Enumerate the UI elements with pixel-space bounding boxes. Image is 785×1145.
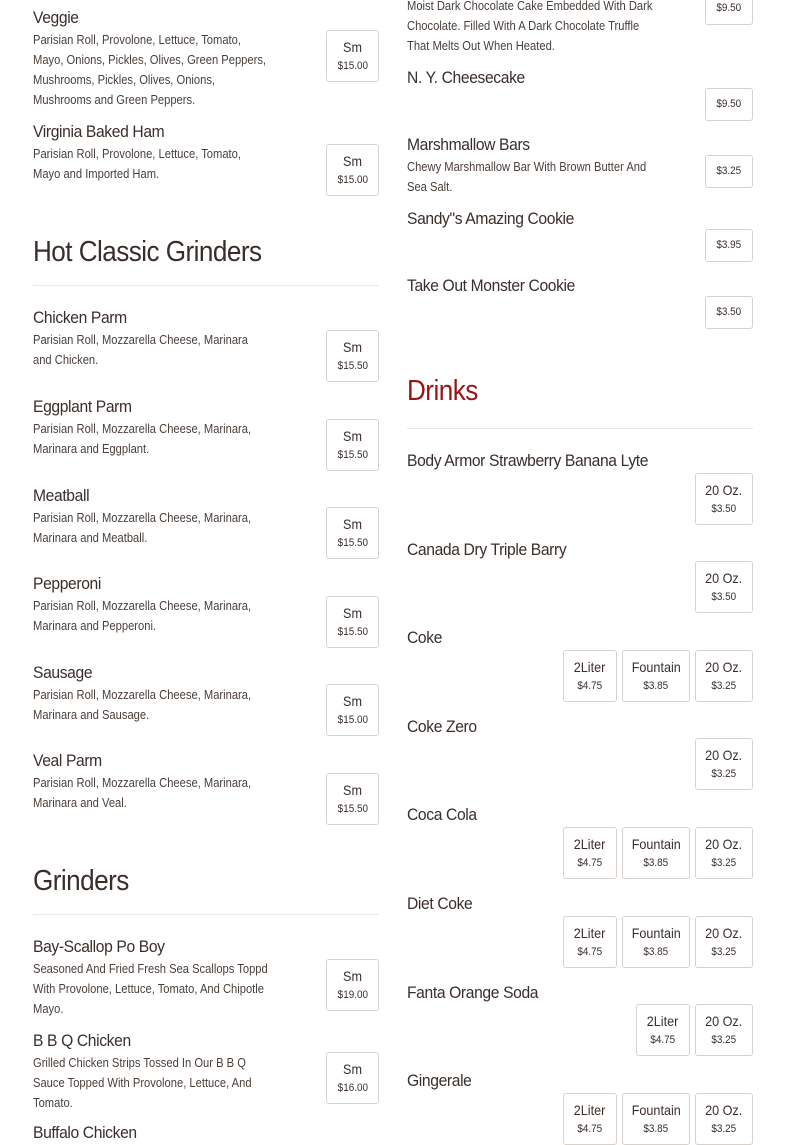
size-label: 20 Oz.	[705, 835, 743, 852]
price-label: $3.25	[711, 856, 737, 869]
price-label: $9.50	[716, 98, 742, 110]
price-options	[326, 773, 379, 825]
size-label: Sm	[343, 1060, 362, 1077]
price-option-20oz[interactable]	[695, 1093, 753, 1145]
item-name: B B Q Chicken	[33, 1031, 131, 1050]
price-label: $3.85	[643, 856, 669, 869]
price-option-sm[interactable]	[326, 773, 379, 825]
price-options	[705, 296, 753, 329]
price-option-2liter[interactable]	[563, 827, 617, 879]
price-options	[695, 473, 753, 525]
item-name: Coca Cola	[407, 805, 477, 824]
price-label: $4.75	[577, 856, 603, 869]
price-options	[563, 827, 753, 879]
price-label: $3.50	[711, 590, 737, 603]
item-description: Parisian Roll, Mozzarella Cheese, Marinara, Marinara and Meatball.	[33, 510, 252, 545]
price-option-20oz[interactable]	[695, 916, 753, 968]
price-label: $15.00	[337, 713, 368, 726]
section-divider	[33, 285, 379, 286]
size-label: Sm	[343, 515, 362, 532]
price-options	[563, 916, 753, 968]
item-description: Parisian Roll, Mozzarella Cheese, Marinara and Chicken.	[33, 332, 248, 367]
size-label: Sm	[343, 692, 362, 709]
price-option[interactable]	[705, 0, 753, 25]
size-label: 20 Oz.	[705, 1012, 743, 1029]
price-options	[695, 561, 753, 613]
price-option-sm[interactable]	[326, 596, 379, 648]
size-label: 2Liter	[574, 835, 606, 852]
item-name: Canada Dry Triple Barry	[407, 540, 567, 559]
price-label: $4.75	[577, 1122, 603, 1135]
price-label: $15.00	[337, 173, 368, 186]
item-name: Pepperoni	[33, 574, 101, 593]
price-options	[705, 88, 753, 121]
size-label: 20 Oz.	[705, 924, 743, 941]
price-options	[705, 229, 753, 262]
size-label: 2Liter	[574, 658, 606, 675]
price-option[interactable]	[705, 88, 753, 121]
item-name: Sandy"s Amazing Cookie	[407, 209, 574, 228]
item-description: Moist Dark Chocolate Cake Embedded With Dark Chocolate. Filled With A Dark Chocolate Truffle That Melts Out When Heated.	[407, 0, 653, 53]
item-name: Coke	[407, 628, 443, 647]
item-name: Veggie	[33, 8, 79, 27]
item-name: Diet Coke	[407, 894, 473, 913]
price-label: $15.00	[337, 59, 368, 72]
price-label: $3.85	[643, 679, 669, 692]
size-label: Fountain	[631, 658, 681, 675]
price-options	[326, 684, 379, 736]
price-option-20oz[interactable]	[695, 738, 753, 790]
item-description: Chewy Marshmallow Bar With Brown Butter And Sea Salt.	[407, 159, 647, 194]
item-description: Parisian Roll, Provolone, Lettuce, Tomato, Mayo, Onions, Pickles, Olives, Green Peppers, Mushrooms, Pickles, Olives, Onions, Mushrooms and Green Peppers.	[33, 32, 267, 107]
item-name: N. Y. Cheesecake	[407, 68, 525, 87]
price-label: $3.25	[711, 679, 737, 692]
price-label: $15.50	[337, 536, 368, 549]
price-label: $15.50	[337, 625, 368, 638]
item-name: Chicken Parm	[33, 308, 127, 327]
price-options	[563, 1093, 753, 1145]
price-label: $3.85	[643, 1122, 669, 1135]
section-title-grinders: Grinders	[33, 865, 129, 897]
price-option-fountain[interactable]	[622, 827, 690, 879]
item-description: Parisian Roll, Mozzarella Cheese, Marinara, Marinara and Sausage.	[33, 687, 252, 722]
price-option[interactable]	[705, 155, 753, 188]
price-option-20oz[interactable]	[695, 1004, 753, 1056]
price-option-2liter[interactable]	[636, 1004, 690, 1056]
size-label: 20 Oz.	[705, 658, 743, 675]
price-label: $3.50	[716, 306, 742, 318]
price-option-sm[interactable]	[326, 1052, 379, 1104]
size-label: Sm	[343, 781, 362, 798]
section-divider	[407, 428, 753, 429]
price-options	[705, 155, 753, 188]
item-description: Parisian Roll, Mozzarella Cheese, Marinara, Marinara and Pepperoni.	[33, 598, 252, 633]
size-label: Sm	[343, 152, 362, 169]
item-name: Fanta Orange Soda	[407, 983, 539, 1002]
price-option-20oz[interactable]	[695, 650, 753, 702]
price-label: $9.50	[716, 2, 742, 14]
item-name: Eggplant Parm	[33, 397, 132, 416]
price-option-20oz[interactable]	[695, 473, 753, 525]
size-label: Fountain	[631, 835, 681, 852]
price-label: $4.75	[650, 1033, 676, 1046]
price-options	[695, 738, 753, 790]
size-label: 20 Oz.	[705, 569, 743, 586]
price-option[interactable]	[705, 296, 753, 329]
price-label: $15.50	[337, 448, 368, 461]
price-option[interactable]	[705, 229, 753, 262]
price-option-fountain[interactable]	[622, 916, 690, 968]
item-name: Meatball	[33, 486, 90, 505]
price-option-20oz[interactable]	[695, 827, 753, 879]
price-options	[326, 507, 379, 559]
price-options	[326, 959, 379, 1011]
price-label: $3.50	[711, 502, 737, 515]
size-label: 20 Oz.	[705, 1101, 743, 1118]
price-label: $3.25	[711, 945, 737, 958]
item-description: Parisian Roll, Provolone, Lettuce, Tomato, Mayo and Imported Ham.	[33, 146, 241, 181]
price-label: $3.85	[643, 945, 669, 958]
price-label: $4.75	[577, 945, 603, 958]
size-label: Sm	[343, 604, 362, 621]
size-label: 2Liter	[574, 1101, 606, 1118]
price-option-2liter[interactable]	[563, 650, 617, 702]
section-title-drinks: Drinks	[407, 375, 478, 407]
price-options	[636, 1004, 753, 1056]
price-options	[326, 30, 379, 82]
price-options	[326, 144, 379, 196]
size-label: Sm	[343, 967, 362, 984]
price-option-2liter[interactable]	[563, 916, 617, 968]
price-option-sm[interactable]	[326, 330, 379, 382]
price-options	[705, 0, 753, 25]
price-options	[326, 1052, 379, 1104]
price-option-sm[interactable]	[326, 144, 379, 196]
item-name: Take Out Monster Cookie	[407, 276, 576, 295]
price-option-fountain[interactable]	[622, 1093, 690, 1145]
price-option-sm[interactable]	[326, 684, 379, 736]
item-name: Buffalo Chicken	[33, 1123, 137, 1142]
size-label: Fountain	[631, 1101, 681, 1118]
item-name: Sausage	[33, 663, 93, 682]
price-options	[326, 419, 379, 471]
price-option-fountain[interactable]	[622, 650, 690, 702]
item-name: Marshmallow Bars	[407, 135, 530, 154]
item-name: Bay-Scallop Po Boy	[33, 937, 165, 956]
item-name: Gingerale	[407, 1071, 472, 1090]
item-description: Grilled Chicken Strips Tossed In Our B B Q Sauce Topped With Provolone, Lettuce, And Tomato.	[33, 1055, 252, 1110]
price-label: $16.00	[337, 1081, 368, 1094]
price-label: $15.50	[337, 359, 368, 372]
price-option-2liter[interactable]	[563, 1093, 617, 1145]
price-option-sm[interactable]	[326, 507, 379, 559]
item-description: Seasoned And Fried Fresh Sea Scallops Toppd With Provolone, Lettuce, Tomato, And Chipotle Mayo.	[33, 961, 268, 1016]
price-label: $3.25	[711, 1033, 737, 1046]
size-label: 20 Oz.	[705, 746, 743, 763]
item-name: Virginia Baked Ham	[33, 122, 165, 141]
item-name: Coke Zero	[407, 717, 477, 736]
price-option-20oz[interactable]	[695, 561, 753, 613]
size-label: Sm	[343, 38, 362, 55]
price-label: $15.50	[337, 802, 368, 815]
item-name: Body Armor Strawberry Banana Lyte	[407, 451, 649, 470]
price-options	[326, 596, 379, 648]
price-label: $3.25	[711, 767, 737, 780]
size-label: Fountain	[631, 924, 681, 941]
price-options	[563, 650, 753, 702]
size-label: Sm	[343, 427, 362, 444]
price-label: $3.95	[716, 239, 742, 251]
price-options	[326, 330, 379, 382]
size-label: 2Liter	[574, 924, 606, 941]
price-option-sm[interactable]	[326, 419, 379, 471]
size-label: 2Liter	[647, 1012, 679, 1029]
item-name: Veal Parm	[33, 751, 102, 770]
size-label: Sm	[343, 338, 362, 355]
price-label: $3.25	[711, 1122, 737, 1135]
price-label: $4.75	[577, 679, 603, 692]
section-divider	[33, 914, 379, 915]
size-label: 20 Oz.	[705, 481, 743, 498]
price-option-sm[interactable]	[326, 959, 379, 1011]
price-option-sm[interactable]	[326, 30, 379, 82]
price-label: $3.25	[716, 165, 742, 177]
item-description: Parisian Roll, Mozzarella Cheese, Marinara, Marinara and Veal.	[33, 775, 252, 810]
item-description: Parisian Roll, Mozzarella Cheese, Marinara, Marinara and Eggplant.	[33, 421, 252, 456]
price-label: $19.00	[337, 988, 368, 1001]
section-title-hot-classic-grinders: Hot Classic Grinders	[33, 236, 262, 268]
